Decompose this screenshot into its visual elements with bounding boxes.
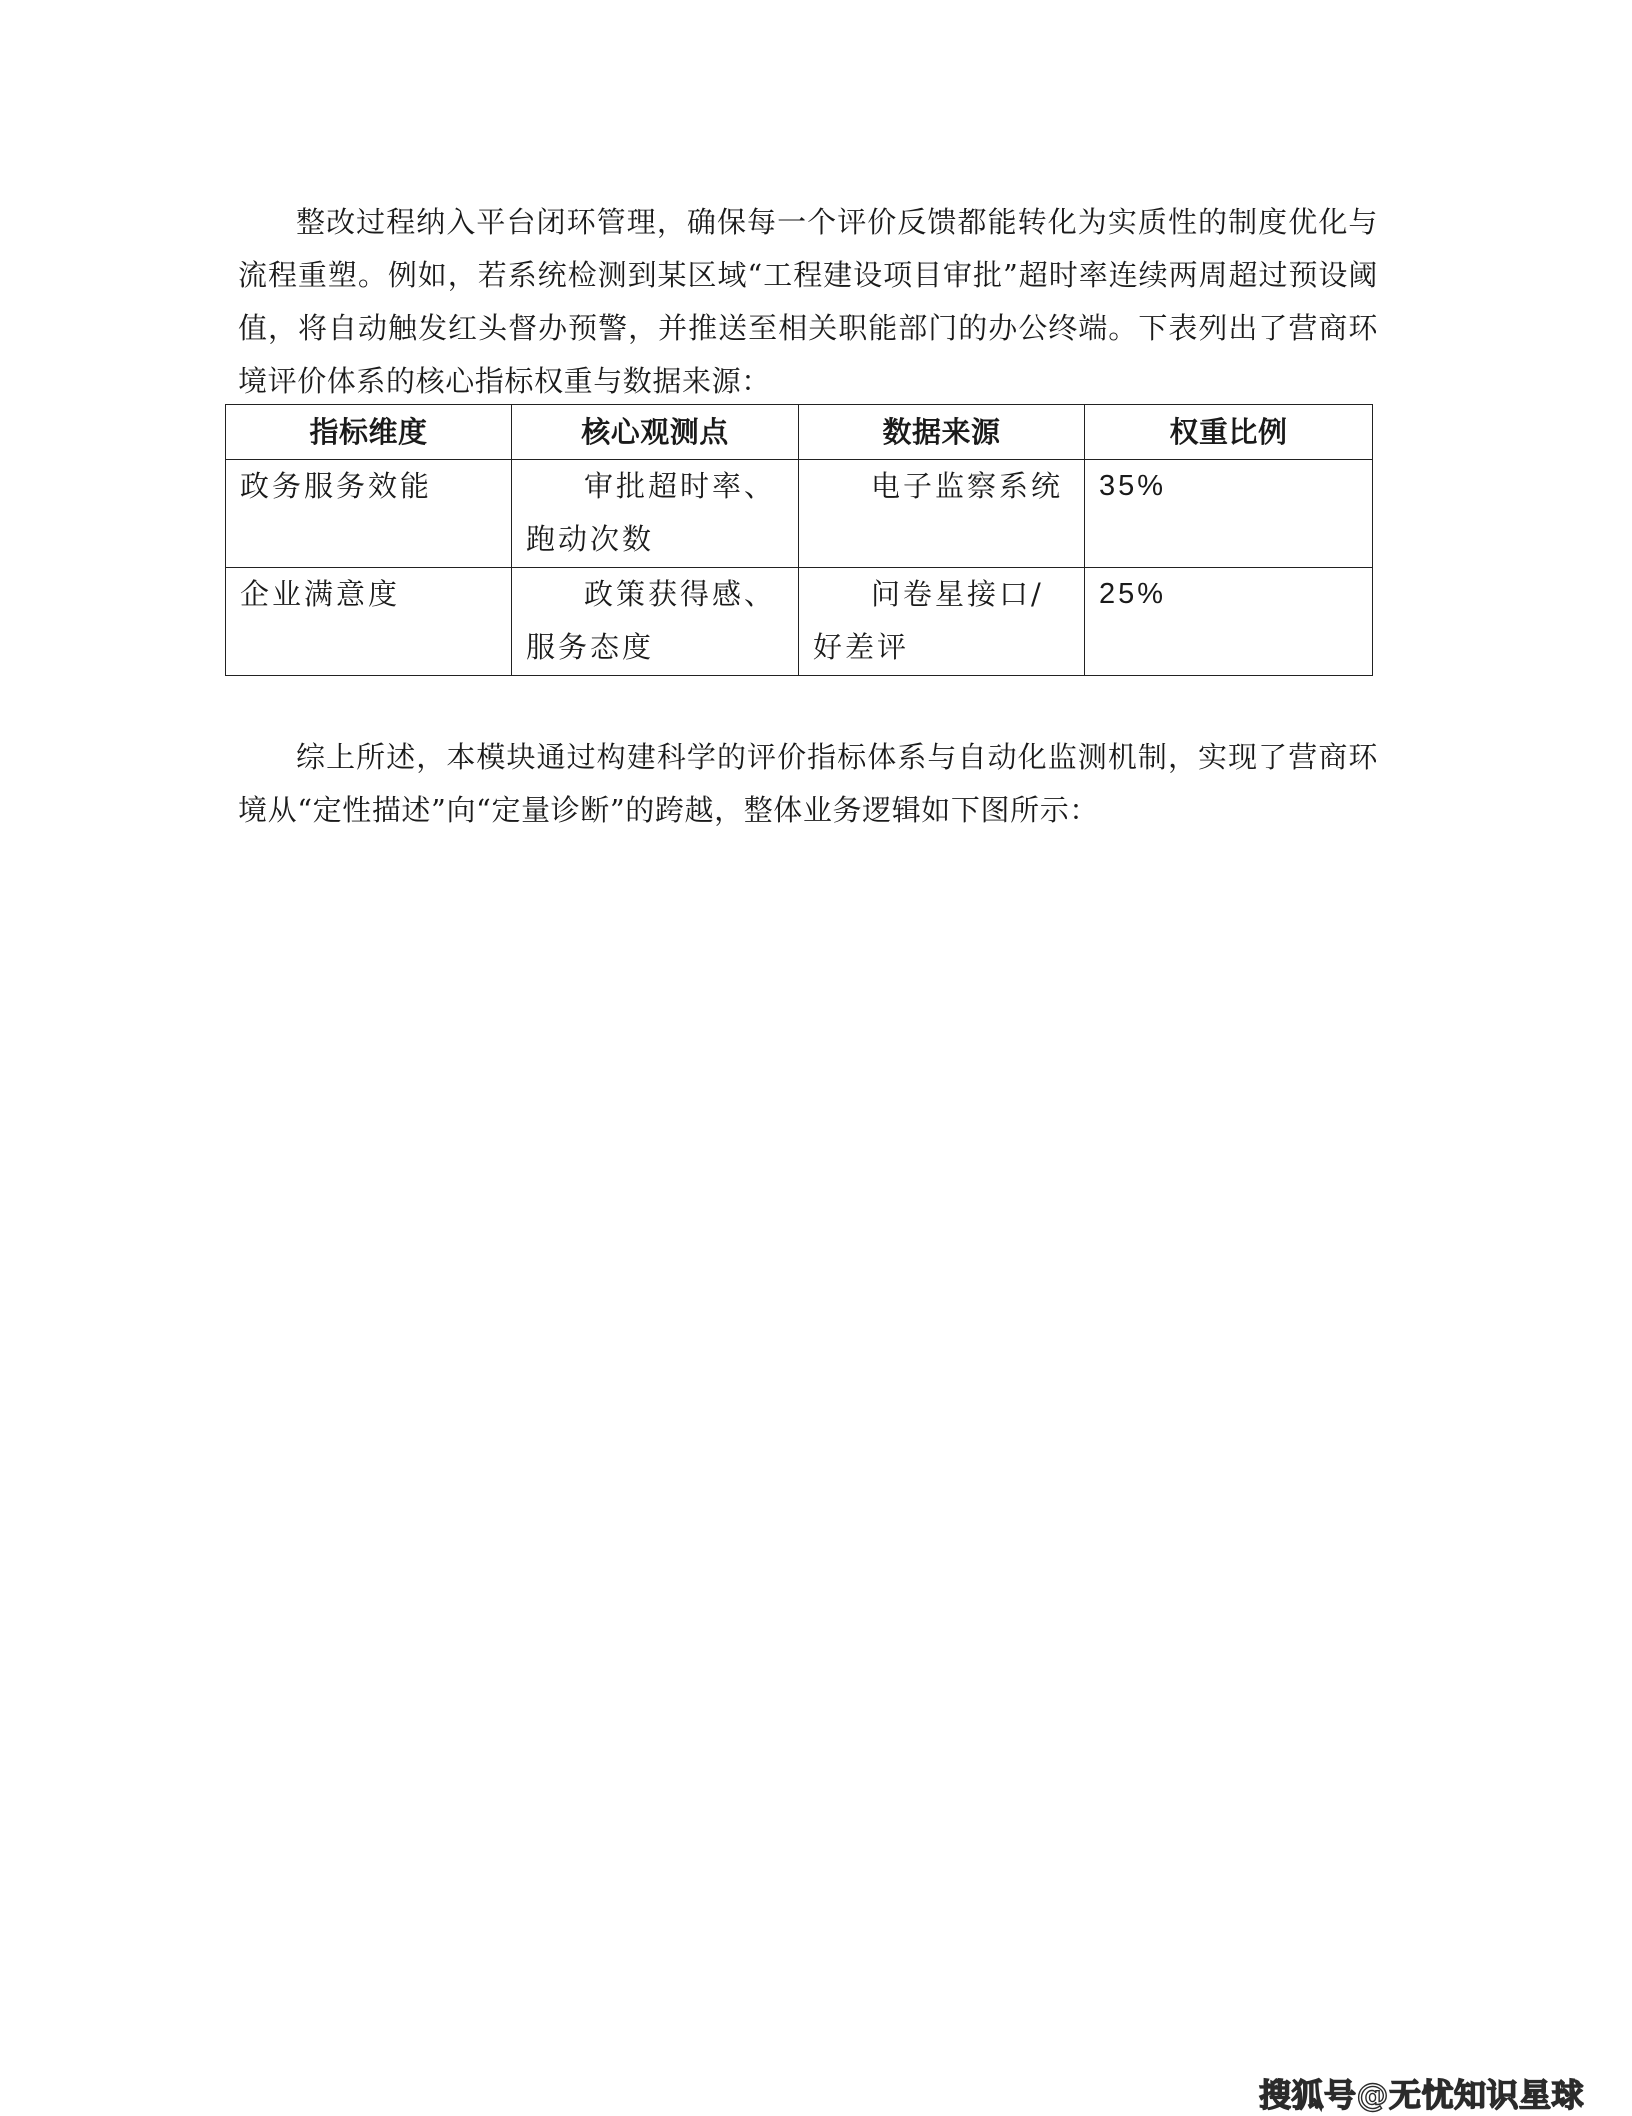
table-row: [226, 568, 1373, 676]
cell-observation: 政策获得感、服务态度: [512, 568, 799, 676]
header-source: 数据来源: [799, 405, 1085, 460]
cell-dimension: 政务服务效能: [226, 460, 512, 568]
header-weight: 权重比例: [1085, 405, 1373, 460]
cell-source: 问卷星接口/好差评: [799, 568, 1085, 676]
cell-weight: 25%: [1085, 568, 1373, 676]
indicator-table: [225, 404, 1373, 676]
table-row: [226, 460, 1373, 568]
watermark: 搜狐号@无忧知识星球: [1258, 2076, 1584, 2114]
table-header-row: [226, 405, 1373, 460]
cell-source: 电子监察系统: [799, 460, 1085, 568]
header-dimension: 指标维度: [226, 405, 512, 460]
cell-weight: 35%: [1085, 460, 1373, 568]
intro-paragraph: 整改过程纳入平台闭环管理，确保每一个评价反馈都能转化为实质性的制度优化与流程重塑。例如，若系统检测到某区域“工程建设项目审批”超时率连续两周超过预设阈值，将自动触发红头督办预警，并推送至相关职能部门的办公终端。下表列出了营商环境评价体系的核心指标权重与数据来源：: [238, 205, 1378, 398]
cell-observation: 审批超时率、跑动次数: [512, 460, 799, 568]
summary-paragraph: 综上所述，本模块通过构建科学的评价指标体系与自动化监测机制，实现了营商环境从“定性描述”向“定量诊断”的跨越，整体业务逻辑如下图所示：: [238, 740, 1378, 827]
header-observation: 核心观测点: [512, 405, 799, 460]
cell-dimension: 企业满意度: [226, 568, 512, 676]
